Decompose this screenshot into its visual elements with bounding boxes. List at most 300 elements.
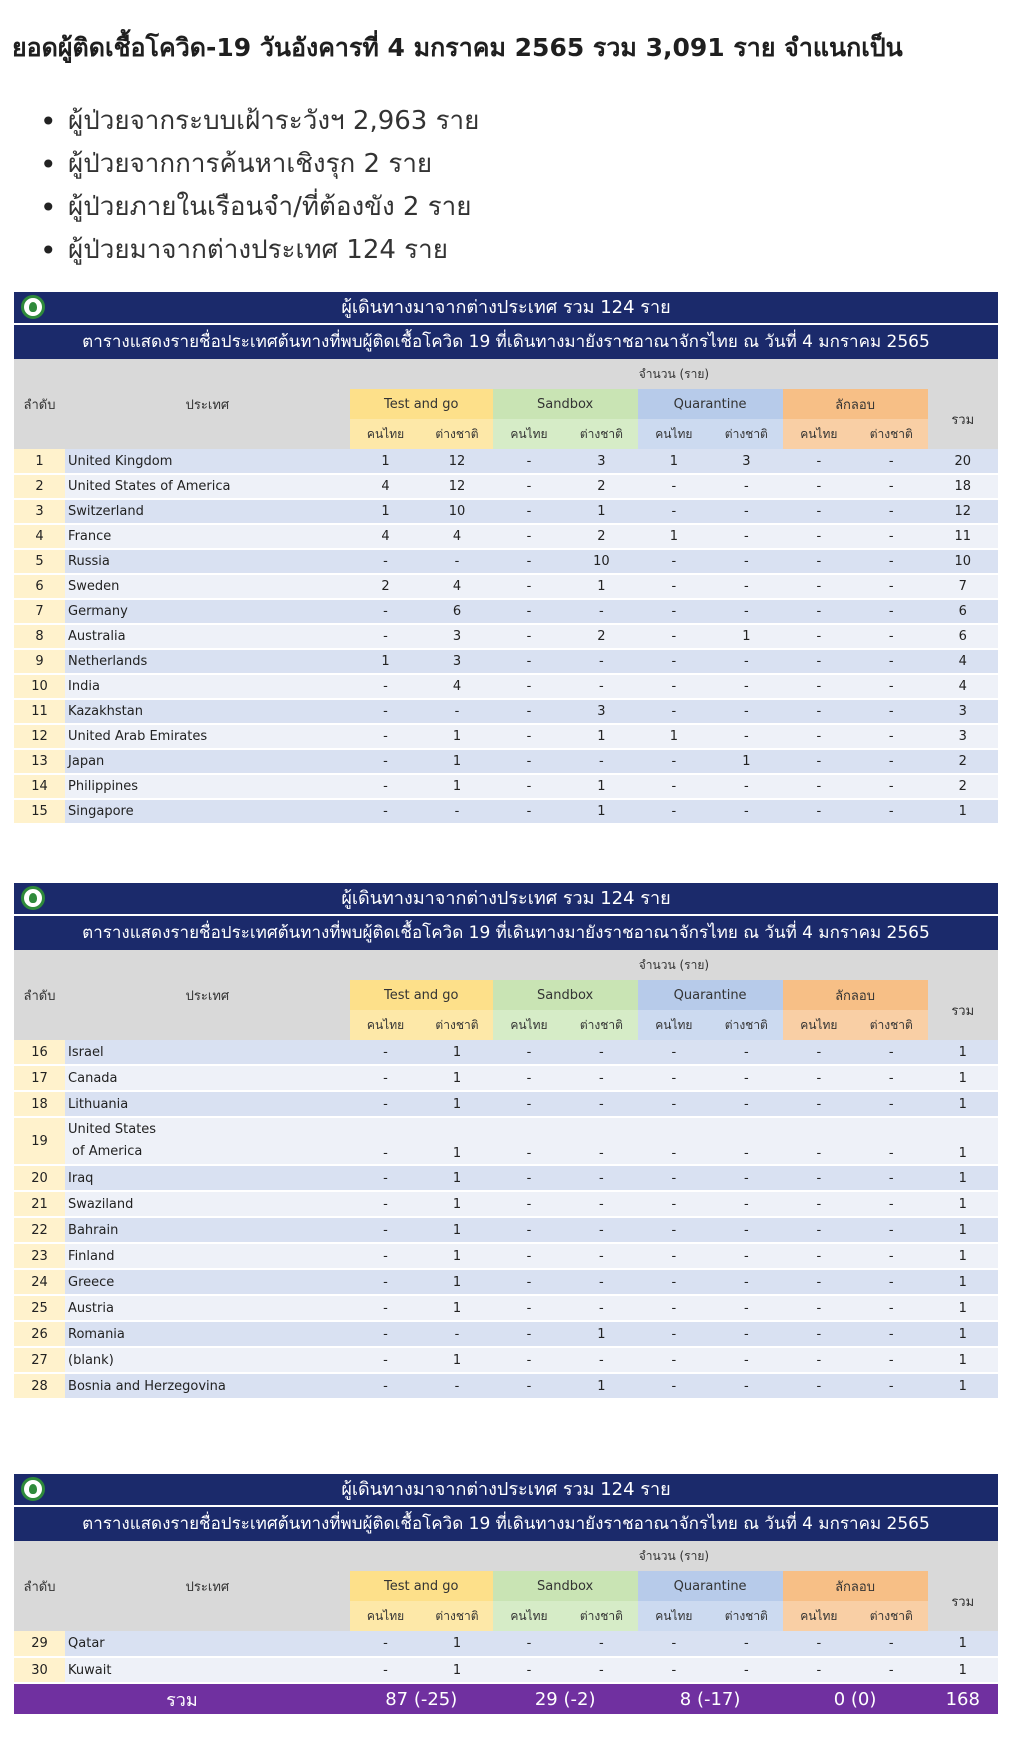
- header-sub-foreign: ต่างชาติ: [710, 1010, 782, 1040]
- row-value: -: [493, 674, 565, 699]
- row-total: 6: [928, 599, 999, 624]
- row-value: -: [493, 474, 565, 499]
- header-sub-thai: คนไทย: [783, 419, 855, 449]
- header-amount: จำนวน (ราย): [350, 359, 998, 389]
- row-total: 10: [928, 549, 999, 574]
- row-value: -: [783, 524, 855, 549]
- row-value: -: [493, 1631, 565, 1657]
- row-value: -: [493, 449, 565, 474]
- header-no: ลำดับ: [14, 1541, 65, 1631]
- row-value: -: [421, 699, 492, 724]
- header-sub-foreign: ต่างชาติ: [855, 1601, 927, 1631]
- headline: ยอดผู้ติดเชื้อโควิด-19 วันอังคารที่ 4 มกราคม 2565 รวม 3,091 ราย จำแนกเป็น: [12, 33, 903, 62]
- row-number: 5: [14, 549, 65, 574]
- row-value: 1: [421, 1269, 492, 1295]
- row-number: 8: [14, 624, 65, 649]
- row-value: -: [710, 799, 782, 824]
- row-number: 15: [14, 799, 65, 824]
- header-amount: จำนวน (ราย): [350, 1541, 998, 1571]
- row-number: 16: [14, 1040, 65, 1065]
- row-value: -: [565, 1269, 637, 1295]
- row-value: 1: [421, 1657, 492, 1683]
- row-value: -: [710, 474, 782, 499]
- row-total: 3: [928, 699, 999, 724]
- row-number: 25: [14, 1295, 65, 1321]
- header-group-testgo: Test and go: [350, 389, 493, 419]
- row-value: -: [710, 1657, 782, 1683]
- row-value: -: [710, 524, 782, 549]
- row-value: -: [783, 749, 855, 774]
- row-value: -: [638, 574, 710, 599]
- row-value: -: [493, 1217, 565, 1243]
- row-total: 1: [928, 799, 999, 824]
- row-value: 12: [421, 449, 492, 474]
- row-number: 24: [14, 1269, 65, 1295]
- row-value: -: [855, 1191, 927, 1217]
- row-value: 2: [565, 524, 637, 549]
- row-number: 2: [14, 474, 65, 499]
- row-value: -: [855, 1165, 927, 1191]
- row-value: 1: [710, 624, 782, 649]
- row-value: -: [565, 1191, 637, 1217]
- row-value: 3: [710, 449, 782, 474]
- header-sub-thai: คนไทย: [350, 1601, 421, 1631]
- grand-total-sandbox: 29 (-2): [493, 1683, 638, 1714]
- row-total: 1: [928, 1243, 999, 1269]
- row-value: -: [855, 1243, 927, 1269]
- row-value: -: [710, 774, 782, 799]
- country-table: [14, 950, 998, 1400]
- row-value: -: [855, 774, 927, 799]
- row-value: 1: [565, 1373, 637, 1399]
- country-name: Sweden: [65, 574, 350, 599]
- row-value: -: [638, 699, 710, 724]
- country-name: Bahrain: [65, 1217, 350, 1243]
- row-value: -: [350, 1295, 421, 1321]
- row-value: -: [638, 549, 710, 574]
- row-value: -: [638, 749, 710, 774]
- row-value: -: [350, 1091, 421, 1117]
- row-value: -: [638, 1243, 710, 1269]
- row-value: -: [638, 1217, 710, 1243]
- table-row: [14, 724, 998, 749]
- row-total: 1: [928, 1191, 999, 1217]
- row-value: 1: [421, 1631, 492, 1657]
- row-value: -: [493, 774, 565, 799]
- header-country: ประเทศ: [65, 950, 350, 1040]
- country-name: Canada: [65, 1065, 350, 1091]
- summary-list: [38, 100, 479, 272]
- table-row: [14, 1321, 998, 1347]
- header-no: ลำดับ: [14, 950, 65, 1040]
- row-value: -: [350, 1165, 421, 1191]
- row-value: -: [638, 799, 710, 824]
- row-value: -: [710, 724, 782, 749]
- row-value: -: [421, 549, 492, 574]
- row-value: 3: [421, 624, 492, 649]
- table-row: [14, 1657, 998, 1683]
- row-value: -: [638, 1657, 710, 1683]
- country-name: Kazakhstan: [65, 699, 350, 724]
- table-row: [14, 649, 998, 674]
- row-value: -: [638, 1347, 710, 1373]
- row-value: -: [855, 749, 927, 774]
- header-no: ลำดับ: [14, 359, 65, 449]
- header-group-testgo: Test and go: [350, 980, 493, 1010]
- row-value: -: [350, 1269, 421, 1295]
- row-value: -: [855, 1091, 927, 1117]
- header-sub-thai: คนไทย: [350, 419, 421, 449]
- row-number: 23: [14, 1243, 65, 1269]
- summary-item: • ผู้ป่วยภายในเรือนจำ/ที่ต้องขัง 2 ราย: [38, 186, 479, 229]
- row-value: 2: [565, 474, 637, 499]
- row-value: 1: [421, 1191, 492, 1217]
- row-total: 1: [928, 1065, 999, 1091]
- summary-item: • ผู้ป่วยมาจากต่างประเทศ 124 ราย: [38, 229, 479, 272]
- country-name: Netherlands: [65, 649, 350, 674]
- row-number: 10: [14, 674, 65, 699]
- row-value: 1: [421, 1065, 492, 1091]
- header-sub-thai: คนไทย: [638, 1010, 710, 1040]
- row-value: 1: [421, 724, 492, 749]
- table-row: [14, 674, 998, 699]
- row-value: -: [350, 674, 421, 699]
- country-table: [14, 1541, 998, 1714]
- row-value: -: [493, 499, 565, 524]
- row-value: -: [783, 1191, 855, 1217]
- row-value: -: [565, 1631, 637, 1657]
- row-value: -: [350, 1657, 421, 1683]
- row-value: -: [565, 1347, 637, 1373]
- header-sub-foreign: ต่างชาติ: [710, 419, 782, 449]
- row-value: -: [493, 549, 565, 574]
- row-value: -: [493, 1243, 565, 1269]
- header-sub-foreign: ต่างชาติ: [421, 1010, 492, 1040]
- row-total: 1: [928, 1657, 999, 1683]
- panel-title: [14, 1474, 998, 1505]
- row-number: 4: [14, 524, 65, 549]
- row-value: 3: [421, 649, 492, 674]
- row-value: 4: [421, 524, 492, 549]
- row-value: -: [565, 1657, 637, 1683]
- moph-logo-icon: [21, 1477, 45, 1501]
- row-value: -: [350, 1191, 421, 1217]
- row-value: -: [710, 1117, 782, 1165]
- row-value: 1: [638, 724, 710, 749]
- table-row: [14, 1091, 998, 1117]
- header-sub-thai: คนไทย: [638, 419, 710, 449]
- row-value: -: [710, 499, 782, 524]
- row-value: 10: [421, 499, 492, 524]
- row-value: -: [638, 1165, 710, 1191]
- row-value: -: [855, 474, 927, 499]
- row-value: -: [350, 624, 421, 649]
- row-value: -: [855, 1321, 927, 1347]
- country-name: Philippines: [65, 774, 350, 799]
- row-value: -: [350, 699, 421, 724]
- row-value: -: [493, 1657, 565, 1683]
- row-number: 20: [14, 1165, 65, 1191]
- row-value: 1: [421, 1165, 492, 1191]
- row-value: 4: [421, 674, 492, 699]
- row-value: 1: [421, 1243, 492, 1269]
- row-value: 1: [350, 649, 421, 674]
- row-value: -: [638, 1631, 710, 1657]
- table-row: [14, 1165, 998, 1191]
- grand-total-sum: 168: [928, 1683, 999, 1714]
- row-value: -: [565, 1217, 637, 1243]
- row-value: -: [350, 1065, 421, 1091]
- header-country: ประเทศ: [65, 1541, 350, 1631]
- row-value: -: [493, 1091, 565, 1117]
- row-value: -: [710, 549, 782, 574]
- row-value: -: [855, 449, 927, 474]
- row-value: -: [638, 1321, 710, 1347]
- row-value: -: [638, 1040, 710, 1065]
- row-number: 17: [14, 1065, 65, 1091]
- row-value: -: [783, 1091, 855, 1117]
- country-name: Israel: [65, 1040, 350, 1065]
- table-row: [14, 1373, 998, 1399]
- row-total: 20: [928, 449, 999, 474]
- row-number: 22: [14, 1217, 65, 1243]
- country-name: Romania: [65, 1321, 350, 1347]
- country-name: Kuwait: [65, 1657, 350, 1683]
- row-number: 14: [14, 774, 65, 799]
- row-value: 1: [638, 524, 710, 549]
- header-sub-thai: คนไทย: [638, 1601, 710, 1631]
- row-total: 1: [928, 1321, 999, 1347]
- grand-total-label: รวม: [14, 1683, 350, 1714]
- table-row: [14, 1117, 998, 1165]
- table-row: [14, 1347, 998, 1373]
- row-number: 11: [14, 699, 65, 724]
- row-value: -: [783, 699, 855, 724]
- row-value: 2: [350, 574, 421, 599]
- row-value: -: [783, 449, 855, 474]
- row-number: 21: [14, 1191, 65, 1217]
- row-value: -: [565, 1065, 637, 1091]
- row-value: -: [493, 724, 565, 749]
- table-row: [14, 624, 998, 649]
- header-group-testgo: Test and go: [350, 1571, 493, 1601]
- row-number: 27: [14, 1347, 65, 1373]
- row-number: 7: [14, 599, 65, 624]
- row-value: 1: [421, 1217, 492, 1243]
- row-value: -: [710, 599, 782, 624]
- row-total: 1: [928, 1347, 999, 1373]
- row-number: 18: [14, 1091, 65, 1117]
- row-value: 1: [421, 1117, 492, 1165]
- row-value: -: [855, 524, 927, 549]
- row-value: -: [855, 1269, 927, 1295]
- row-value: -: [493, 624, 565, 649]
- country-name: Australia: [65, 624, 350, 649]
- table-row: [14, 474, 998, 499]
- row-value: -: [493, 1165, 565, 1191]
- header-sub-foreign: ต่างชาติ: [565, 1010, 637, 1040]
- row-value: -: [493, 799, 565, 824]
- row-value: -: [638, 599, 710, 624]
- row-value: -: [710, 1295, 782, 1321]
- row-number: 26: [14, 1321, 65, 1347]
- table-row: [14, 1040, 998, 1065]
- row-value: 1: [565, 799, 637, 824]
- row-value: -: [350, 549, 421, 574]
- row-number: 30: [14, 1657, 65, 1683]
- row-value: -: [855, 624, 927, 649]
- row-value: -: [493, 1373, 565, 1399]
- row-number: 6: [14, 574, 65, 599]
- row-value: -: [350, 774, 421, 799]
- row-value: -: [565, 1117, 637, 1165]
- row-value: -: [783, 649, 855, 674]
- row-value: 1: [565, 724, 637, 749]
- row-value: -: [710, 1373, 782, 1399]
- summary-item: • ผู้ป่วยจากระบบเฝ้าระวังฯ 2,963 ราย: [38, 100, 479, 143]
- row-value: -: [783, 1373, 855, 1399]
- row-number: 29: [14, 1631, 65, 1657]
- row-value: -: [710, 1269, 782, 1295]
- grand-total-smuggle: 0 (0): [783, 1683, 928, 1714]
- header-group-smuggle: ลักลอบ: [783, 980, 928, 1010]
- row-value: -: [638, 1373, 710, 1399]
- header-total: รวม: [928, 389, 999, 449]
- country-name: Iraq: [65, 1165, 350, 1191]
- row-value: -: [783, 1117, 855, 1165]
- header-total: รวม: [928, 1571, 999, 1631]
- row-value: -: [350, 1631, 421, 1657]
- row-value: 4: [350, 474, 421, 499]
- row-value: -: [421, 799, 492, 824]
- row-value: -: [855, 799, 927, 824]
- summary-item: • ผู้ป่วยจากการค้นหาเชิงรุก 2 ราย: [38, 143, 479, 186]
- row-value: -: [350, 724, 421, 749]
- row-total: 7: [928, 574, 999, 599]
- panel-title-text: ผู้เดินทางมาจากต่างประเทศ รวม 124 ราย: [341, 888, 671, 909]
- row-total: 1: [928, 1040, 999, 1065]
- row-value: -: [783, 1065, 855, 1091]
- row-value: -: [493, 1117, 565, 1165]
- row-value: 4: [421, 574, 492, 599]
- country-name: Bosnia and Herzegovina: [65, 1373, 350, 1399]
- row-total: 1: [928, 1165, 999, 1191]
- row-value: -: [421, 1373, 492, 1399]
- table-row: [14, 1191, 998, 1217]
- row-value: -: [855, 1373, 927, 1399]
- country-name: United States of America: [65, 474, 350, 499]
- row-number: 13: [14, 749, 65, 774]
- row-value: -: [565, 1040, 637, 1065]
- row-number: 12: [14, 724, 65, 749]
- row-value: -: [638, 774, 710, 799]
- row-value: 3: [565, 699, 637, 724]
- moph-logo-icon: [21, 886, 45, 910]
- header-sub-foreign: ต่างชาติ: [565, 1601, 637, 1631]
- country-name-line: United States: [68, 1122, 157, 1137]
- row-value: -: [565, 649, 637, 674]
- row-value: -: [783, 549, 855, 574]
- row-value: -: [783, 1295, 855, 1321]
- row-total: 1: [928, 1091, 999, 1117]
- row-value: -: [565, 1295, 637, 1321]
- row-value: -: [493, 1191, 565, 1217]
- header-sub-foreign: ต่างชาติ: [421, 419, 492, 449]
- row-value: -: [350, 1217, 421, 1243]
- row-value: -: [710, 649, 782, 674]
- row-value: -: [783, 1040, 855, 1065]
- row-value: -: [638, 674, 710, 699]
- row-value: -: [783, 1347, 855, 1373]
- row-value: -: [855, 649, 927, 674]
- row-value: -: [710, 1631, 782, 1657]
- row-value: -: [855, 1295, 927, 1321]
- row-value: -: [493, 749, 565, 774]
- row-value: -: [710, 1217, 782, 1243]
- header-group-quarantine: Quarantine: [638, 389, 783, 419]
- header-group-quarantine: Quarantine: [638, 980, 783, 1010]
- header-sub-foreign: ต่างชาติ: [565, 419, 637, 449]
- header-sub-foreign: ต่างชาติ: [855, 1010, 927, 1040]
- country-name: Greece: [65, 1269, 350, 1295]
- row-total: 1: [928, 1269, 999, 1295]
- row-value: 3: [565, 449, 637, 474]
- row-number: 28: [14, 1373, 65, 1399]
- row-value: -: [855, 1217, 927, 1243]
- row-value: -: [638, 1269, 710, 1295]
- row-value: -: [783, 599, 855, 624]
- table-row: [14, 1295, 998, 1321]
- row-number: 1: [14, 449, 65, 474]
- row-value: 1: [565, 574, 637, 599]
- row-value: -: [350, 1321, 421, 1347]
- row-value: -: [855, 1347, 927, 1373]
- table-row: [14, 1217, 998, 1243]
- header-group-quarantine: Quarantine: [638, 1571, 783, 1601]
- row-value: -: [638, 649, 710, 674]
- row-value: -: [855, 1065, 927, 1091]
- country-name: India: [65, 674, 350, 699]
- row-value: -: [783, 1165, 855, 1191]
- row-value: -: [783, 799, 855, 824]
- row-value: -: [350, 599, 421, 624]
- row-value: 1: [710, 749, 782, 774]
- country-name: Swaziland: [65, 1191, 350, 1217]
- row-value: -: [350, 1373, 421, 1399]
- row-total: 2: [928, 749, 999, 774]
- panel-title: [14, 292, 998, 323]
- row-value: -: [493, 599, 565, 624]
- row-value: -: [783, 674, 855, 699]
- header-sub-thai: คนไทย: [493, 1601, 565, 1631]
- row-value: -: [855, 724, 927, 749]
- panel-title-text: ผู้เดินทางมาจากต่างประเทศ รวม 124 ราย: [341, 1479, 671, 1500]
- table-row: [14, 774, 998, 799]
- header-sub-thai: คนไทย: [783, 1010, 855, 1040]
- row-value: -: [783, 1269, 855, 1295]
- row-value: 4: [350, 524, 421, 549]
- header-amount: จำนวน (ราย): [350, 950, 998, 980]
- row-value: 1: [421, 1091, 492, 1117]
- row-value: 1: [638, 449, 710, 474]
- row-value: -: [855, 599, 927, 624]
- row-number: 3: [14, 499, 65, 524]
- table-row: [14, 549, 998, 574]
- table-row: [14, 799, 998, 824]
- row-value: -: [783, 1321, 855, 1347]
- table-row: [14, 1269, 998, 1295]
- row-value: -: [855, 1657, 927, 1683]
